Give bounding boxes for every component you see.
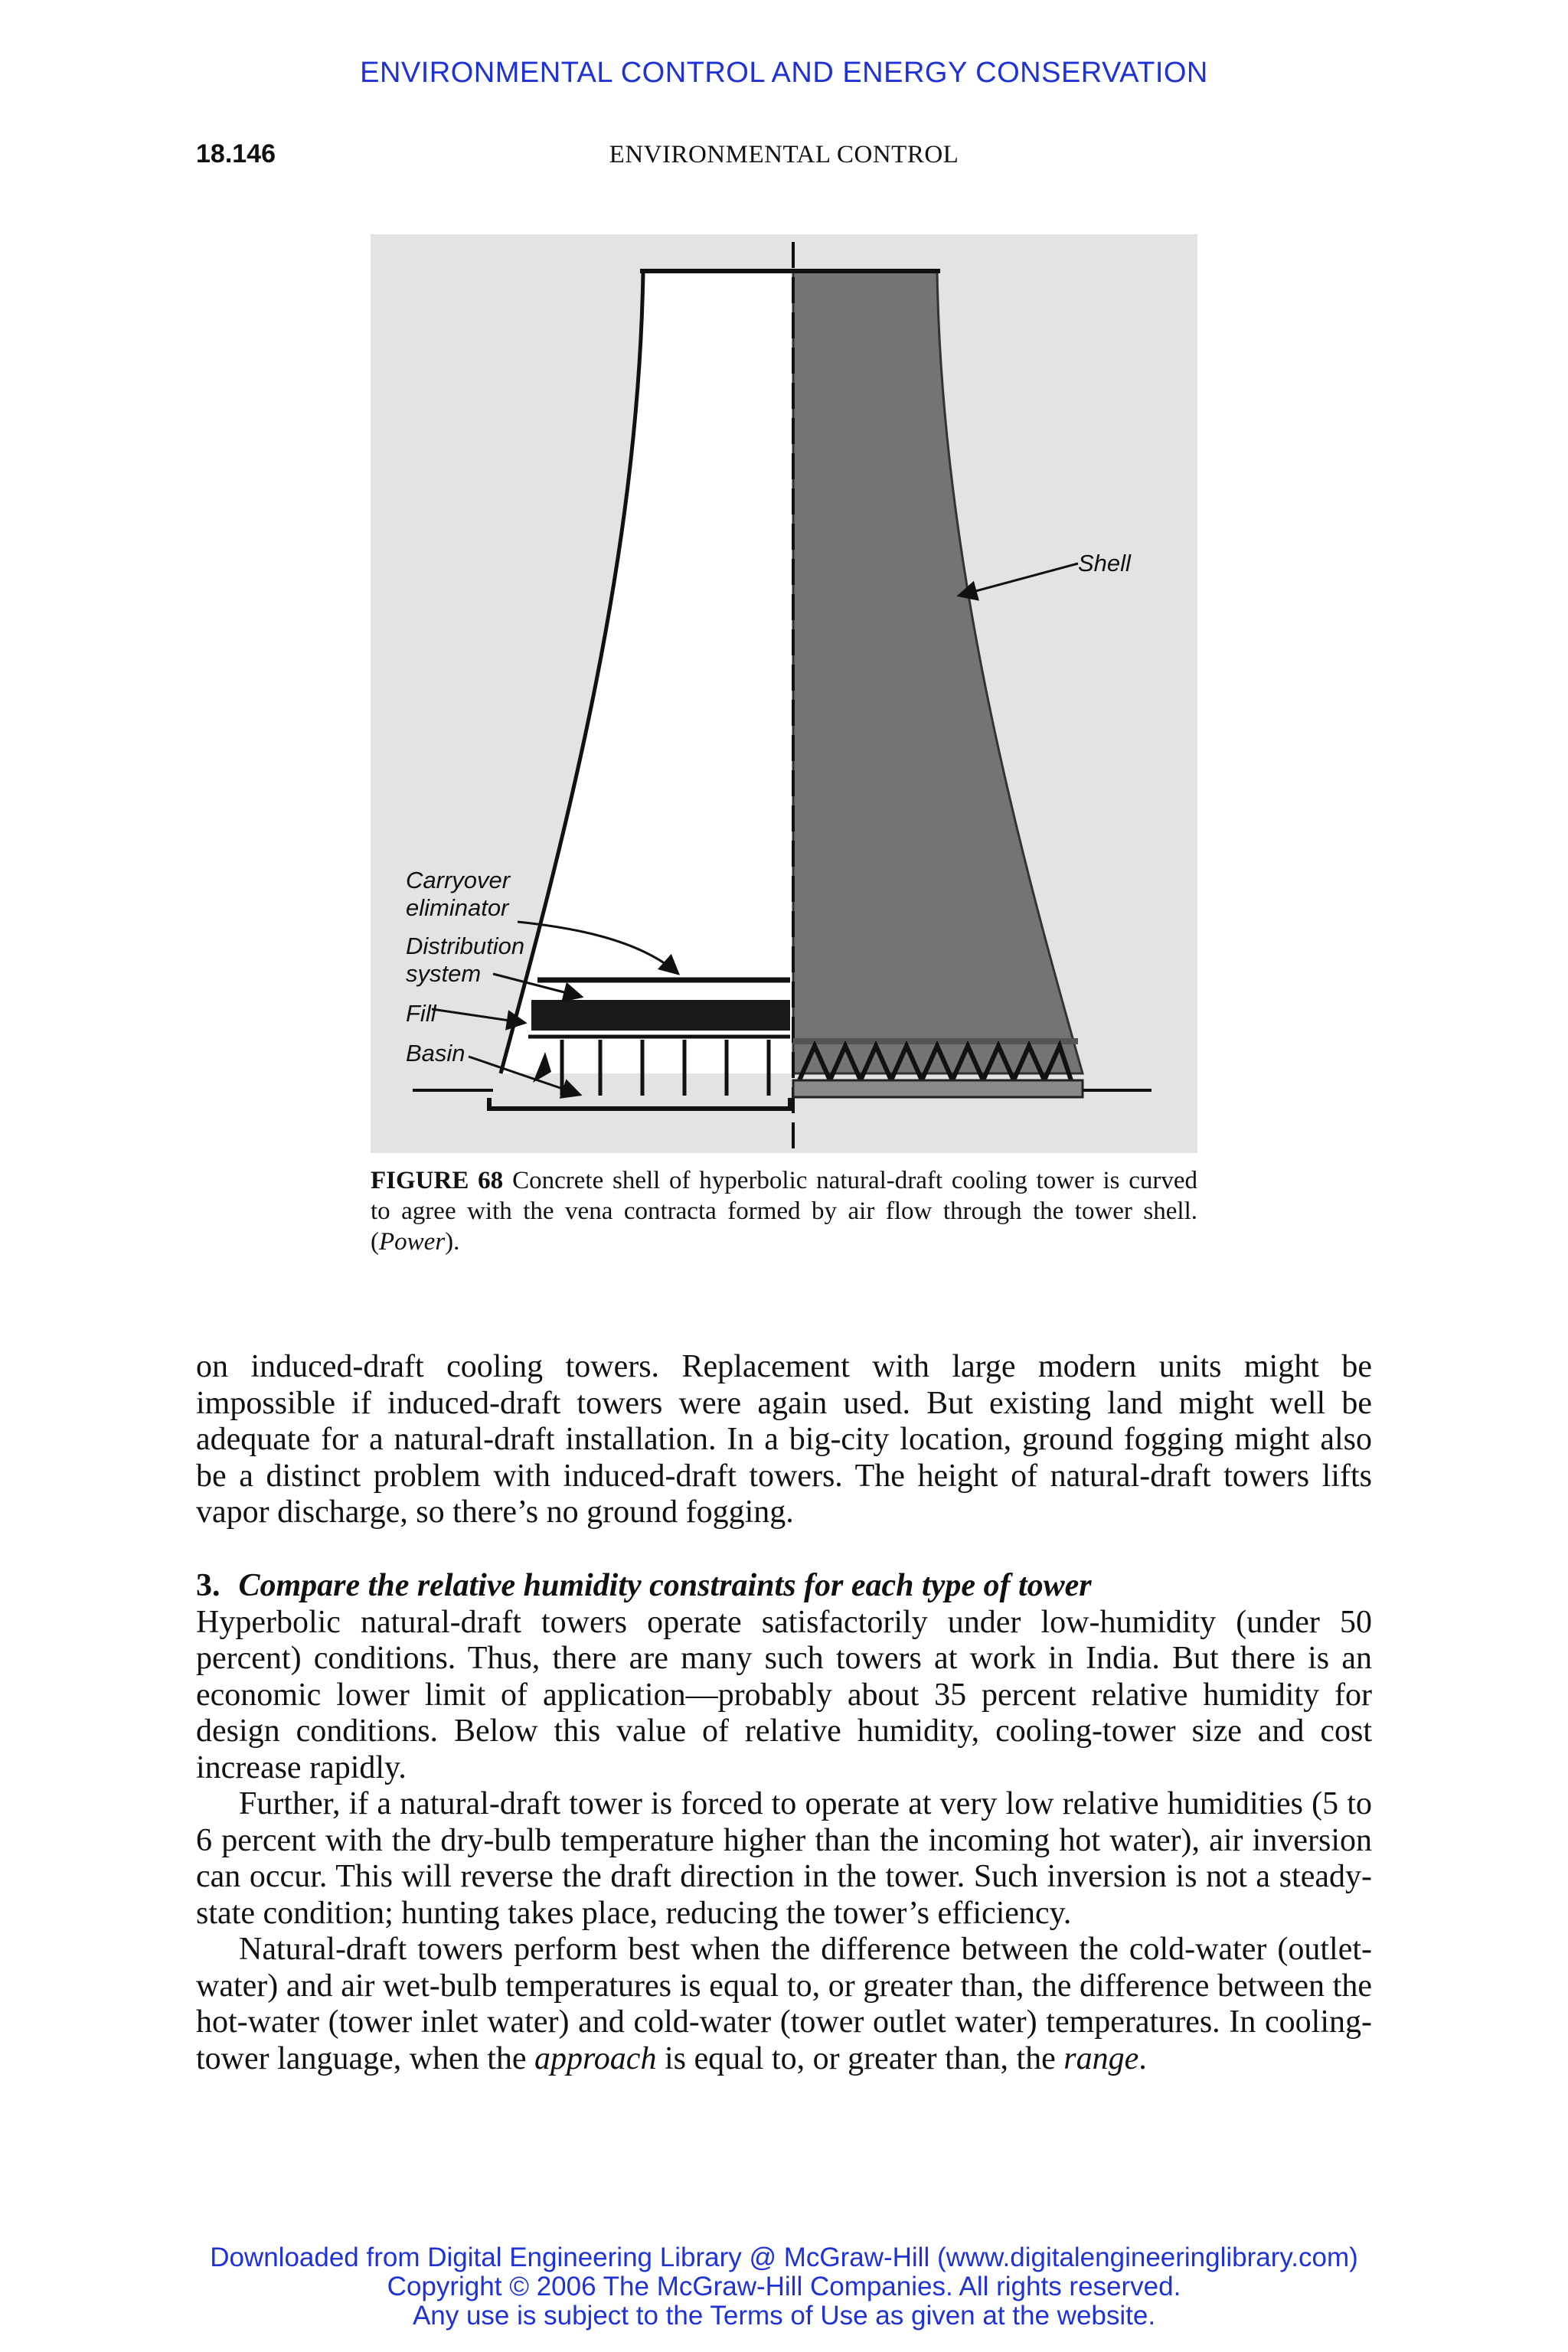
label-distribution-line1: Distribution (406, 933, 525, 959)
footer-line-1[interactable]: Downloaded from Digital Engineering Library @ McGraw-Hill (www.digitalengineeringlibrary.com) (210, 2243, 1358, 2272)
running-head: ENVIRONMENTAL CONTROL (609, 141, 959, 168)
label-shell: Shell (1078, 550, 1131, 577)
fill-band (531, 1000, 790, 1031)
section-3 (196, 1568, 1372, 2077)
section-title: Compare the relative humidity constraints for each type of tower (238, 1568, 1092, 1603)
paragraph-4 (196, 1932, 1372, 2077)
paragraph-4-part-3: . (1138, 2040, 1147, 2076)
figure-caption (371, 1165, 1197, 1257)
basin-slab-right (793, 1080, 1083, 1097)
body-text-top (196, 1349, 1372, 1531)
cooling-tower-illustration (371, 234, 1197, 1153)
footer (0, 2243, 1568, 2331)
section-heading (196, 1568, 1372, 1605)
caption-text: Concrete shell of hyperbolic natural-draft cooling tower is curved to agree with the vena contracta formed by air flow through the tower shell. ( (371, 1167, 1197, 1256)
term-range: range (1063, 2040, 1139, 2076)
footer-line-2: Copyright © 2006 The McGraw-Hill Companies. All rights reserved. (387, 2272, 1181, 2301)
caption-source: Power (379, 1228, 446, 1256)
right-beam (793, 1038, 1078, 1044)
paragraph-4-part-2: is equal to, or greater than, the (656, 2040, 1064, 2076)
term-approach: approach (534, 2040, 657, 2076)
label-fill: Fill (406, 1000, 436, 1027)
cooling-tower-figure (371, 234, 1197, 1153)
paragraph-2: Hyperbolic natural-draft towers operate satisfactorily under low-humidity (under 50 percent) conditions. Thus, there are many such towers at work in India. But there is an economic lower limit of application—probably about 35 percent relative humidity for design conditions. Below this value of relative humidity, cooling-tower size and cost increase rapidly. (196, 1604, 1372, 1785)
footer-line-3[interactable]: Any use is subject to the Terms of Use as given at the website. (412, 2301, 1156, 2331)
paragraph-4-part-1: Natural-draft towers perform best when the difference between the cold-water (outlet-water) and air wet-bulb temperatures is equal to, or greater than, the difference between the hot-water (tower inlet water) and cold-water (tower outlet water) temperatures. In cooling-tower language, when the (196, 1932, 1372, 2076)
label-carryover-line1: Carryover (406, 867, 511, 893)
label-basin: Basin (406, 1040, 466, 1067)
top-banner: ENVIRONMENTAL CONTROL AND ENERGY CONSERVATION (360, 57, 1208, 89)
page-number: 18.146 (196, 139, 276, 168)
figure-number: FIGURE 68 (371, 1167, 504, 1194)
label-distribution-line2: system (406, 960, 482, 987)
section-number: 3. (196, 1568, 220, 1603)
paragraph-3: Further, if a natural-draft tower is forced to operate at very low relative humidities (5 to 6 percent with the dry-bulb temperature higher than the incoming hot water), air inversion can occur. This will reverse the draft direction in the tower. Such inversion is not a steady-state condition; hunting takes place, reducing the tower’s efficiency. (196, 1786, 1372, 1931)
paragraph-1: on induced-draft cooling towers. Replacement with large modern units might be impossible if induced-draft towers were again used. But existing land might well be adequate for a natural-draft installation. In a big-city location, ground fogging might also be a distinct problem with induced-draft towers. The height of natural-draft towers lifts vapor discharge, so there’s no ground fogging. (196, 1349, 1372, 1530)
label-carryover-line2: eliminator (406, 894, 509, 921)
caption-end: ). (445, 1228, 460, 1256)
